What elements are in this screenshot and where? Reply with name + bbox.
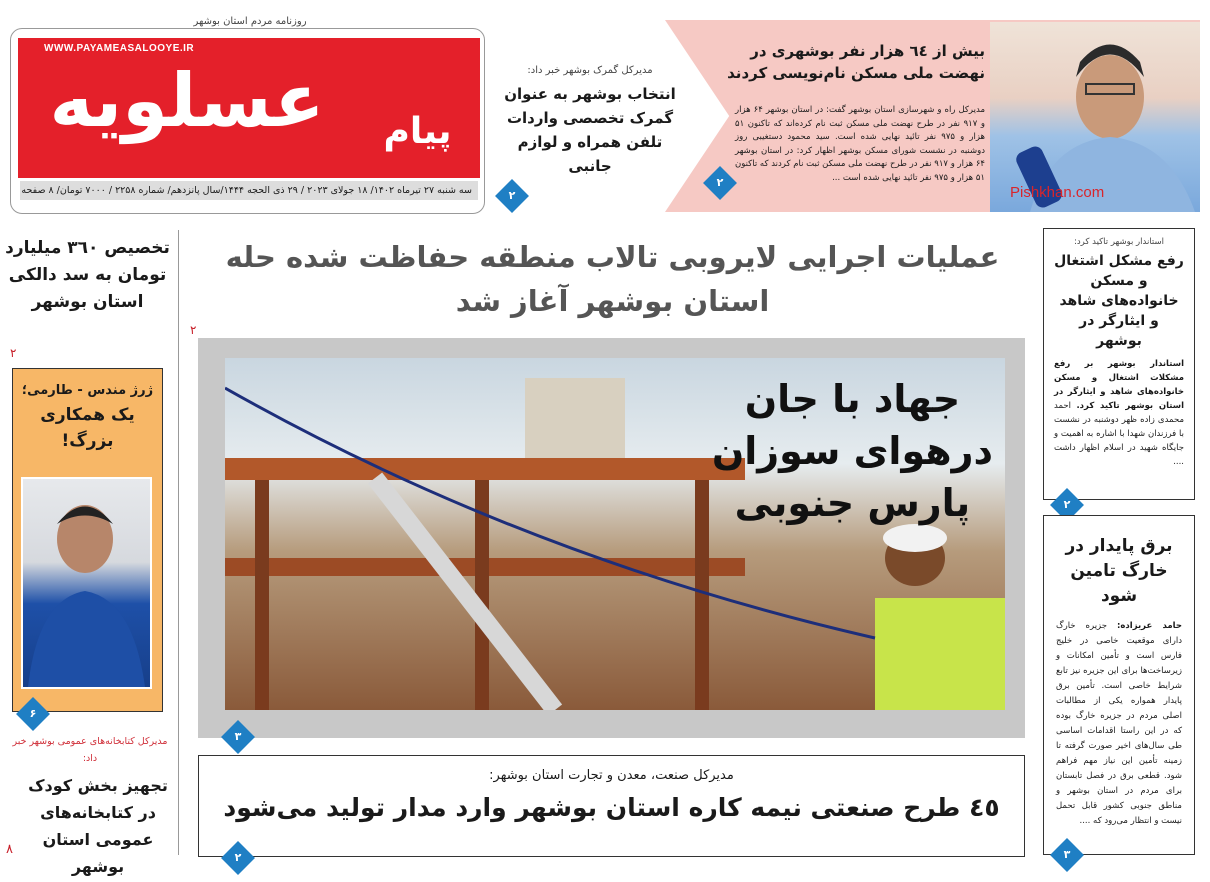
watermark: Pishkhan.com	[1010, 184, 1105, 201]
library-title[interactable]: تجهیز بخش کودک در کتابخانه‌های عمومی استان بوشهر	[28, 776, 168, 876]
martyrs-kicker: استاندار بوشهر تاکید کرد:	[1074, 237, 1164, 247]
page-badge: ۲	[703, 166, 737, 200]
power-title: برق پایدار در خارگ تامین شود	[1065, 536, 1173, 606]
customs-title: انتخاب بوشهر به عنوان گمرک تخصصی واردات تلفن همراه و لوازم جانبی	[504, 85, 676, 175]
power-body: جزیره خارگ دارای موقعیت خاصی در خلیج فارس است و تأمین امکانات و زیرساخت‌ها برای این جزیره نیز تابع شرایط خاصی است. تأمین برق پایدار همواره یکی از مطالبات اصلی مردم در جزیره خارگ بوده که در این راستا اقدامات اساسی طی سال‌های اخیر صورت گرفته تا زمینه تأمین این نیاز مهم فراهم شود. قطعی برق در فصل تابستان برای مردم در استان بوشهر و مناطق جنوبی کشور قابل تحمل نیست و انتظار می‌رود که ....	[1056, 621, 1182, 826]
top-story-title: بیش از ٦٤ هزار نفر بوشهری در نهضت ملی مسکن نام‌نویسی کردند	[727, 42, 985, 82]
page-badge: ۲	[221, 841, 255, 875]
customs-story[interactable]	[495, 65, 685, 178]
player-photo	[21, 477, 152, 689]
page-badge: ۳	[221, 720, 255, 754]
logo-prefix: پیام	[383, 111, 452, 152]
main-photo	[225, 358, 1005, 710]
bottom-title: ٤٥ طرح صنعتی نیمه کاره استان بوشهر وارد مدار تولید می‌شود	[223, 793, 1000, 822]
dam-page: ۲	[10, 346, 17, 360]
logo-title: عسلویه	[49, 58, 325, 144]
martyrs-body: احمد محمدی زاده ظهر دوشنبه در نشست با فرزندان شهدا با اشاره به اهمیت و جایگاه شهید در اسلام اظهار داشت ....	[1054, 401, 1184, 467]
martyrs-lead: استاندار بوشهر بر رفع مشکلات اشتغال و مسکن خانواده‌های شاهد و ایثارگر در استان بوشهر تاکید کرد.	[1054, 359, 1185, 411]
sport-title: یک همکاری بزرگ!	[40, 405, 135, 451]
player-icon	[23, 479, 150, 687]
headline-page: ۲	[190, 323, 197, 337]
dateline: سه شنبه ۲۷ تیرماه ۱۴۰۲/ ۱۸ جولای ۲۰۲۳ / ۲۹ ذی الحجه ۱۴۴۴/سال پانزدهم/ شماره ۲۲۵۸ / ۷۰۰۰ تومان/ ۸ صفحه	[20, 181, 478, 200]
main-photo-frame[interactable]	[198, 338, 1025, 738]
sport-kicker: ژرژ مندس - طارمی؛	[21, 383, 154, 398]
top-story-body: مدیرکل راه و شهرسازی استان بوشهر گفت: در استان بوشهر ۶۴ هزار و ۹۱۷ نفر در طرح نهضت ملی مسکن ثبت نام کرده‌اند که تاکنون ۵۱ هزار و ۹۷۵ نفر تائید نهایی شده است. سید محمود دستغیبی روز دوشنبه در نشست شورای مسکن بوشهر اظهار کرد: در استان بوشهر ۶۴ هزار و ۹۱۷ نفر در طرح نهضت ملی مسکن ثبت نام کردند که تاکنون ۵۱ هزار و ۹۷۵ نفر تائید نهایی شده است ...	[734, 105, 986, 183]
main-headline[interactable]: عملیات اجرایی لایروبی تالاب منطقه حفاظت شده حله استان بوشهر آغاز شد	[225, 240, 1000, 318]
library-kicker: مدیرکل کتابخانه‌های عمومی بوشهر خبر داد:	[12, 736, 168, 764]
martyrs-story[interactable]	[1043, 228, 1195, 500]
page-badge: ۲	[1050, 488, 1084, 522]
page-badge: ۶	[16, 697, 50, 731]
caption-line: پارس جنوبی	[734, 481, 971, 525]
bottom-story[interactable]	[198, 755, 1025, 857]
martyrs-title: رفع مشکل اشتغال و مسکن خانواده‌های شاهد و ایثارگر در بوشهر	[1054, 253, 1184, 349]
caption-line: جهاد با جان	[744, 377, 961, 421]
page-badge: ۳	[1050, 838, 1084, 872]
masthead-tagline: روزنامه مردم استان بوشهر	[180, 16, 320, 27]
masthead-url[interactable]: WWW.PAYAMEASALOOYE.IR	[44, 43, 195, 54]
customs-kicker: مدیرکل گمرک بوشهر خبر داد:	[527, 65, 653, 76]
column-divider	[178, 230, 179, 855]
dam-story-title[interactable]: تخصیص ٣٦٠ میلیارد تومان به سد دالکی استان بوشهر	[5, 238, 170, 312]
power-author: حامد عریزاده:	[1117, 621, 1183, 631]
caption-line: درهوای سوزان	[711, 429, 993, 473]
bottom-kicker: مدیرکل صنعت، معدن و تجارت استان بوشهر:	[489, 768, 734, 783]
library-page: ۸	[6, 842, 13, 857]
power-story[interactable]	[1043, 515, 1195, 855]
sport-box[interactable]	[12, 368, 163, 712]
page-badge: ۲	[495, 179, 529, 213]
